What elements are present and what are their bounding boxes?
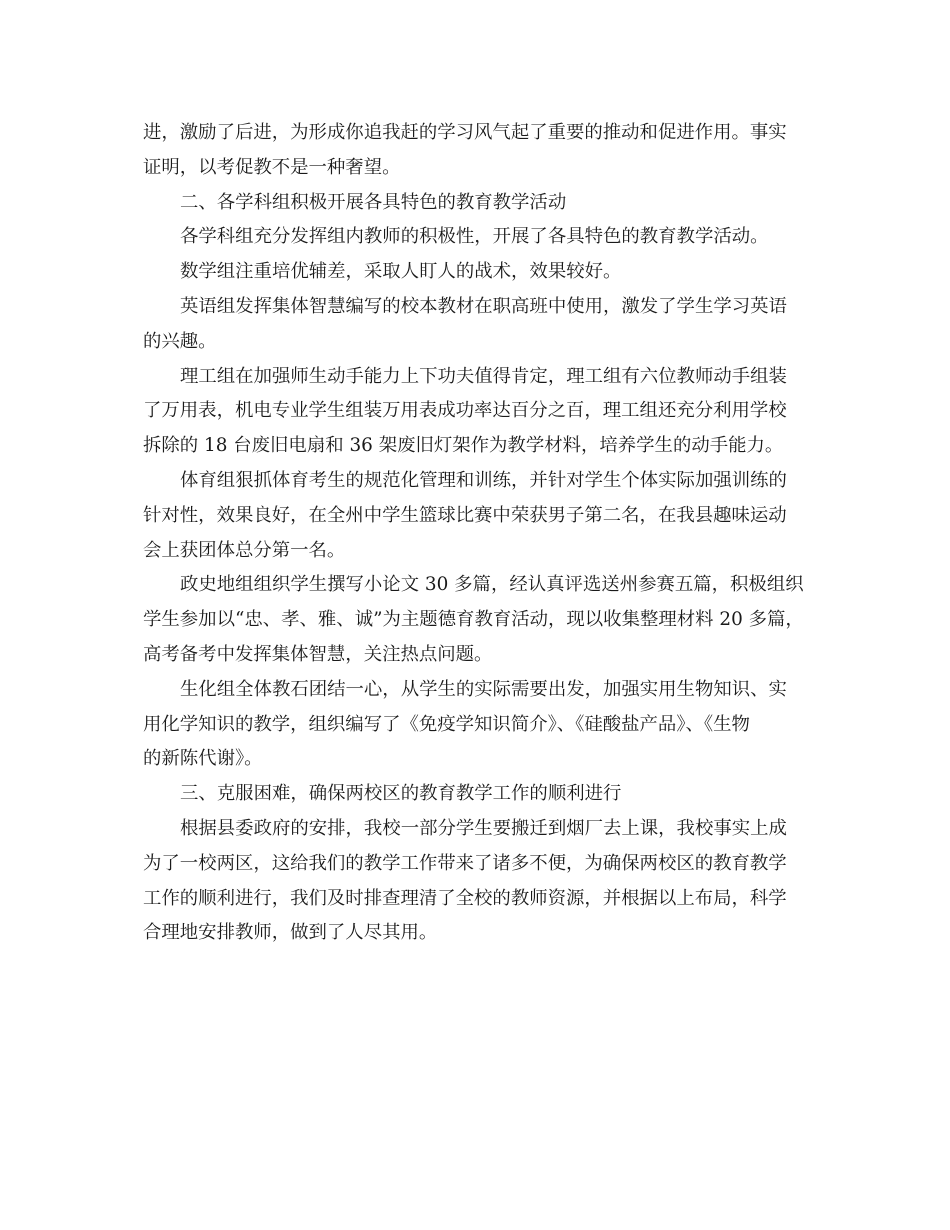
text-line: 二、各学科组积极开展各具特色的教育教学活动	[180, 191, 567, 213]
text-line: 工作的顺利进行，我们及时排查理清了全校的教师资源，并根据以上布局，科学	[143, 887, 787, 909]
text-line: 了万用表，机电专业学生组装万用表成功率达百分之百，理工组还充分利用学校	[143, 400, 787, 422]
text-line: 进，激励了后进，为形成你追我赶的学习风气起了重要的推动和促进作用。事实	[143, 122, 787, 143]
text-line: 根据县委政府的安排，我校一部分学生要搬迁到烟厂去上课，我校事实上成	[180, 817, 787, 839]
text-line: 的新陈代谢》。	[143, 748, 263, 770]
text-line: 英语组发挥集体智慧编写的校本教材在职高班中使用，激发了学生学习英语	[180, 295, 787, 317]
text-line: 会上获团体总分第一名。	[143, 539, 346, 561]
text-line: 政史地组组织学生撰写小论文 30 多篇，经认真评选送州参赛五篇，积极组织	[180, 574, 804, 596]
text-line: 用化学知识的教学，组织编写了《免疫学知识简介》、《硅酸盐产品》、《生物	[143, 713, 750, 735]
text-line: 证明，以考促教不是一种奢望。	[143, 156, 401, 178]
text-line: 学生参加以“忠、孝、雅、诚”为主题德育教育活动，现以收集整理材料 20 多篇，	[143, 609, 804, 631]
document-body	[143, 116, 815, 951]
text-line: 体育组狠抓体育考生的规范化管理和训练，并针对学生个体实际加强训练的	[180, 469, 787, 491]
text-line: 为了一校两区，这给我们的教学工作带来了诸多不便，为确保两校区的教育教学	[143, 852, 787, 874]
text-line: 针对性，效果良好，在全州中学生篮球比赛中荣获男子第二名，在我县趣味运动	[143, 504, 787, 526]
text-line: 生化组全体教石团结一心，从学生的实际需要出发，加强实用生物知识、实	[180, 678, 787, 700]
text-line: 合理地安排教师，做到了人尽其用。	[143, 922, 438, 944]
text-line: 拆除的 18 台废旧电扇和 36 架废旧灯架作为教学材料，培养学生的动手能力。	[143, 435, 784, 457]
text-line: 三、克服困难，确保两校区的教育教学工作的顺利进行	[180, 783, 622, 805]
text-line: 数学组注重培优辅差，采取人盯人的战术，效果较好。	[180, 261, 622, 283]
text-line: 高考备考中发挥集体智慧，关注热点问题。	[143, 643, 493, 665]
text-line: 理工组在加强师生动手能力上下功夫值得肯定，理工组有六位教师动手组装	[180, 365, 787, 387]
text-line: 的兴趣。	[143, 330, 217, 352]
text-line: 各学科组充分发挥组内教师的积极性，开展了各具特色的教育教学活动。	[180, 226, 769, 248]
